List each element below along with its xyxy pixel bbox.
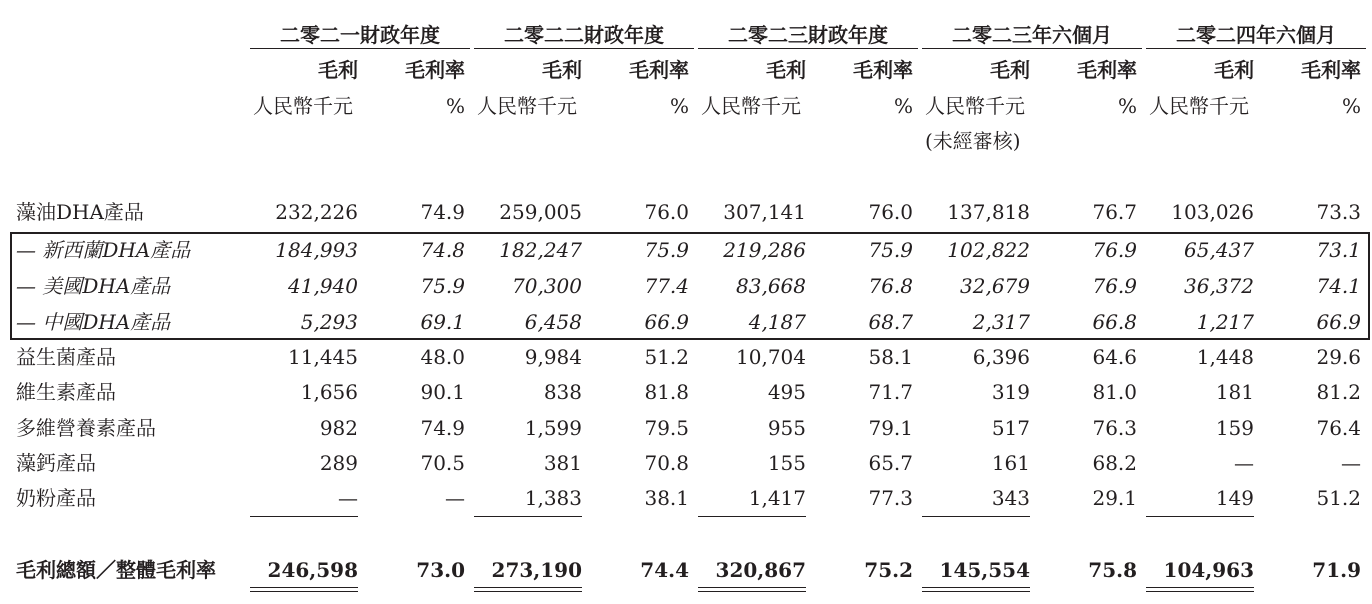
gross-profit-value: 161	[991, 451, 1030, 475]
gross-profit-value: 343	[991, 486, 1030, 510]
subtotal-underline	[250, 516, 358, 517]
gross-profit-value: 495	[767, 380, 806, 404]
row-label: 益生菌產品	[16, 345, 116, 369]
total-double-underline-bottom	[1146, 591, 1254, 592]
gross-profit-value: 83,668	[736, 274, 806, 298]
margin-unit: %	[669, 94, 689, 118]
total-double-underline-top	[250, 587, 358, 588]
gross-margin-value: 65.7	[868, 451, 913, 475]
column-period-heading: 二零二二財政年度	[504, 23, 664, 47]
gross-margin-value: 90.1	[420, 380, 465, 404]
column-period-heading: 二零二四年六個月	[1176, 23, 1336, 47]
gross-profit-heading: 毛利	[318, 58, 358, 82]
gross-margin-value: 48.0	[420, 345, 465, 369]
total-gross-profit-value: 145,554	[939, 558, 1030, 582]
gross-profit-value: 70,300	[512, 274, 582, 298]
gross-profit-value: 6,396	[972, 345, 1030, 369]
total-double-underline-top	[474, 587, 582, 588]
row-label: — 新西蘭DHA產品	[16, 238, 191, 262]
gross-margin-value: 64.6	[1092, 345, 1137, 369]
gross-margin-value: 79.5	[644, 416, 689, 440]
gross-profit-value: 1,448	[1196, 345, 1254, 369]
gross-margin-value: 76.3	[1092, 416, 1137, 440]
gross-margin-value: 75.9	[644, 238, 689, 262]
gross-margin-value: 38.1	[644, 486, 689, 510]
row-label: 多維營養素產品	[16, 416, 156, 440]
gross-profit-value: 103,026	[1171, 200, 1254, 224]
gross-margin-value: 77.3	[868, 486, 913, 510]
gross-profit-value: 159	[1215, 416, 1254, 440]
gross-profit-value: 232,226	[275, 200, 358, 224]
gross-profit-value: 1,383	[524, 486, 582, 510]
gross-margin-value: 29.1	[1092, 486, 1137, 510]
gross-margin-value: 76.0	[644, 200, 689, 224]
gross-profit-value: 11,445	[288, 345, 358, 369]
dha-breakdown-box	[10, 232, 1370, 340]
gross-margin-heading: 毛利率	[405, 58, 465, 82]
margin-unit: %	[1341, 94, 1361, 118]
total-gross-margin-value: 73.0	[416, 558, 465, 582]
period-underline	[1146, 48, 1366, 49]
gross-profit-value: 1,656	[300, 380, 358, 404]
total-double-underline-bottom	[922, 591, 1030, 592]
total-double-underline-bottom	[250, 591, 358, 592]
gross-margin-value: 74.8	[420, 238, 465, 262]
gross-profit-value: 982	[319, 416, 358, 440]
gross-margin-value: 81.8	[644, 380, 689, 404]
gross-margin-value: 70.8	[644, 451, 689, 475]
gross-margin-value: 73.1	[1316, 238, 1361, 262]
gross-profit-heading: 毛利	[766, 58, 806, 82]
gross-margin-value: 76.8	[868, 274, 913, 298]
total-gross-profit-value: 320,867	[715, 558, 806, 582]
row-label: 藻油DHA產品	[16, 200, 144, 224]
gross-profit-value: 319	[991, 380, 1030, 404]
gross-profit-value: 102,822	[947, 238, 1030, 262]
total-row-label: 毛利總額／整體毛利率	[16, 558, 216, 582]
gross-margin-value: 76.9	[1092, 238, 1137, 262]
gross-margin-value: 29.6	[1316, 345, 1361, 369]
gross-margin-value: 74.1	[1316, 274, 1361, 298]
gross-profit-value: 219,286	[723, 238, 806, 262]
gross-profit-value: 181	[1215, 380, 1254, 404]
gross-profit-value: 5,293	[300, 310, 358, 334]
gross-profit-value: 184,993	[275, 238, 358, 262]
column-period-heading: 二零二一財政年度	[280, 23, 440, 47]
gross-margin-value: 76.9	[1092, 274, 1137, 298]
gross-margin-heading: 毛利率	[629, 58, 689, 82]
unaudited-note: (未經審核)	[925, 129, 1021, 153]
total-double-underline-top	[1146, 587, 1254, 588]
total-double-underline-bottom	[698, 591, 806, 592]
total-gross-profit-value: 104,963	[1163, 558, 1254, 582]
gross-margin-value: 73.3	[1316, 200, 1361, 224]
gross-profit-value: 149	[1215, 486, 1254, 510]
row-label: 藻鈣產品	[16, 451, 96, 475]
gross-profit-value: 10,704	[736, 345, 806, 369]
total-gross-margin-value: 75.8	[1088, 558, 1137, 582]
total-double-underline-bottom	[474, 591, 582, 592]
gross-margin-heading: 毛利率	[853, 58, 913, 82]
gross-profit-value: —	[338, 486, 358, 510]
gross-profit-heading: 毛利	[542, 58, 582, 82]
total-gross-margin-value: 75.2	[864, 558, 913, 582]
gross-margin-value: 68.7	[868, 310, 913, 334]
gross-profit-value: 517	[991, 416, 1030, 440]
gross-profit-value: 9,984	[524, 345, 582, 369]
gross-margin-value: 68.2	[1092, 451, 1137, 475]
period-underline	[474, 48, 694, 49]
row-label: 維生素產品	[16, 380, 116, 404]
profit-unit: 人民幣千元	[925, 94, 1025, 118]
gross-profit-value: 137,818	[947, 200, 1030, 224]
row-label: — 美國DHA產品	[16, 274, 171, 298]
gross-profit-value: 259,005	[499, 200, 582, 224]
gross-profit-value: 65,437	[1184, 238, 1254, 262]
gross-profit-value: 955	[767, 416, 806, 440]
gross-margin-value: 69.1	[420, 310, 465, 334]
row-label: — 中國DHA產品	[16, 310, 171, 334]
subtotal-underline	[474, 516, 582, 517]
margin-unit: %	[893, 94, 913, 118]
gross-margin-value: 81.2	[1316, 380, 1361, 404]
gross-margin-value: 66.8	[1092, 310, 1137, 334]
gross-margin-value: 75.9	[420, 274, 465, 298]
gross-profit-value: 1,417	[748, 486, 806, 510]
gross-profit-heading: 毛利	[990, 58, 1030, 82]
profit-unit: 人民幣千元	[1149, 94, 1249, 118]
gross-profit-value: 838	[543, 380, 582, 404]
gross-margin-heading: 毛利率	[1077, 58, 1137, 82]
gross-margin-value: —	[445, 486, 465, 510]
gross-profit-value: 32,679	[960, 274, 1030, 298]
period-underline	[922, 48, 1142, 49]
gross-profit-value: 381	[543, 451, 582, 475]
gross-profit-value: 155	[767, 451, 806, 475]
column-period-heading: 二零二三財政年度	[728, 23, 888, 47]
gross-margin-value: 66.9	[1316, 310, 1361, 334]
profit-unit: 人民幣千元	[477, 94, 577, 118]
gross-profit-value: —	[1234, 451, 1254, 475]
total-gross-margin-value: 74.4	[640, 558, 689, 582]
total-gross-profit-value: 273,190	[491, 558, 582, 582]
gross-profit-value: 307,141	[723, 200, 806, 224]
gross-profit-value: 41,940	[288, 274, 358, 298]
gross-profit-value: 2,317	[972, 310, 1030, 334]
total-gross-margin-value: 71.9	[1312, 558, 1361, 582]
gross-margin-value: 81.0	[1092, 380, 1137, 404]
gross-profit-value: 289	[319, 451, 358, 475]
gross-margin-value: 71.7	[868, 380, 913, 404]
margin-unit: %	[445, 94, 465, 118]
gross-margin-heading: 毛利率	[1301, 58, 1361, 82]
profit-unit: 人民幣千元	[701, 94, 801, 118]
period-underline	[250, 48, 470, 49]
gross-margin-value: 51.2	[1316, 486, 1361, 510]
gross-profit-heading: 毛利	[1214, 58, 1254, 82]
gross-profit-value: 1,599	[524, 416, 582, 440]
row-label: 奶粉產品	[16, 486, 96, 510]
gross-margin-value: 79.1	[868, 416, 913, 440]
gross-margin-value: 77.4	[644, 274, 689, 298]
gross-margin-value: 70.5	[420, 451, 465, 475]
gross-margin-value: 51.2	[644, 345, 689, 369]
subtotal-underline	[1146, 516, 1254, 517]
total-gross-profit-value: 246,598	[267, 558, 358, 582]
subtotal-underline	[922, 516, 1030, 517]
gross-margin-value: 66.9	[644, 310, 689, 334]
gross-profit-value: 36,372	[1184, 274, 1254, 298]
gross-margin-value: 74.9	[420, 200, 465, 224]
gross-profit-value: 182,247	[499, 238, 582, 262]
total-double-underline-top	[922, 587, 1030, 588]
gross-margin-value: —	[1341, 451, 1361, 475]
gross-margin-value: 74.9	[420, 416, 465, 440]
gross-margin-value: 76.7	[1092, 200, 1137, 224]
period-underline	[698, 48, 918, 49]
total-double-underline-top	[698, 587, 806, 588]
gross-margin-value: 75.9	[868, 238, 913, 262]
column-period-heading: 二零二三年六個月	[952, 23, 1112, 47]
profit-unit: 人民幣千元	[253, 94, 353, 118]
gross-margin-value: 76.0	[868, 200, 913, 224]
gross-margin-value: 76.4	[1316, 416, 1361, 440]
gross-margin-value: 58.1	[868, 345, 913, 369]
subtotal-underline	[698, 516, 806, 517]
gross-profit-value: 6,458	[524, 310, 582, 334]
gross-profit-value: 1,217	[1196, 310, 1254, 334]
margin-unit: %	[1117, 94, 1137, 118]
gross-profit-value: 4,187	[748, 310, 806, 334]
